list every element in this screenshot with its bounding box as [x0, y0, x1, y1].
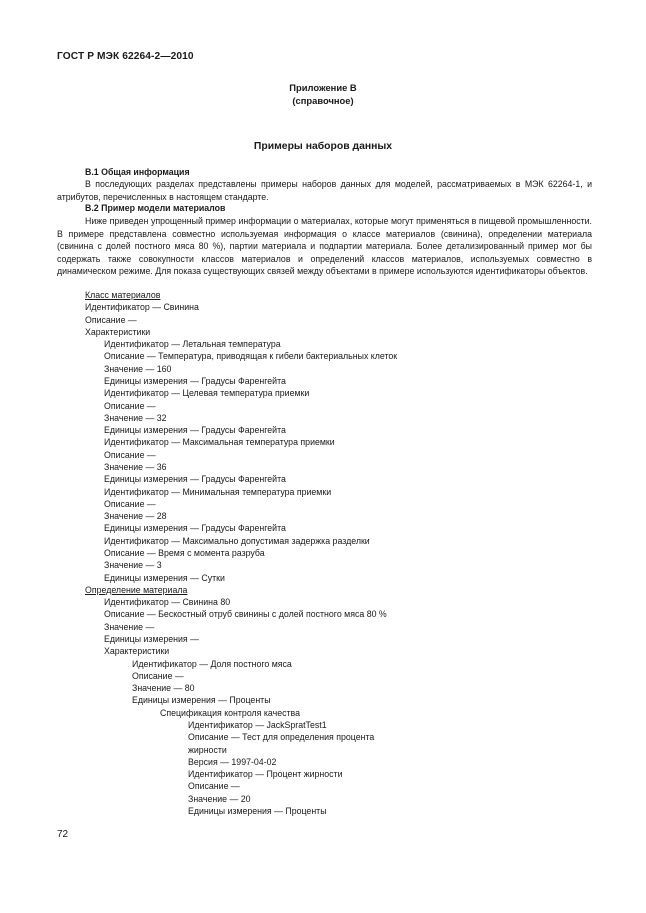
list-item: Идентификатор — Максимальная температура приемки	[104, 437, 335, 447]
list-item: Значение — 28	[104, 511, 167, 521]
appendix-title: Приложение В	[289, 82, 357, 93]
list-item: Значение — 32	[104, 413, 167, 423]
list-item: Класс материалов	[85, 290, 161, 300]
list-item: Единицы измерения — Градусы Фаренгейта	[104, 523, 286, 533]
list-item: Значение — 80	[132, 683, 195, 693]
document-header: ГОСТ Р МЭК 62264-2—2010	[57, 51, 194, 62]
list-item: Единицы измерения — Сутки	[104, 573, 225, 583]
list-item: Описание — Температура, приводящая к гибели бактериальных клеток	[104, 351, 398, 361]
list-item: Единицы измерения — Градусы Фаренгейта	[104, 376, 286, 386]
list-item: Описание — Тест для определения процента	[188, 732, 375, 742]
list-item: Единицы измерения — Градусы Фаренгейта	[104, 474, 286, 484]
list-item: Описание —	[104, 499, 156, 509]
list-item: Единицы измерения —	[104, 634, 199, 644]
list-item: Единицы измерения — Проценты	[132, 695, 271, 705]
list-item: Описание —	[188, 781, 240, 791]
list-item: Значение — 160	[104, 364, 172, 374]
list-item: Идентификатор — Летальная температура	[104, 339, 281, 349]
page-number: 72	[57, 829, 69, 840]
list-item: Идентификатор — Свинина 80	[104, 597, 231, 607]
list-item: Характеристики	[85, 327, 151, 337]
list-item: Значение —	[104, 622, 155, 632]
list-item: Описание — Время с момента разруба	[104, 548, 265, 558]
list-item: Определение материала	[85, 585, 188, 595]
list-item: Значение — 3	[104, 560, 162, 570]
list-item: Идентификатор — JackSpratTest1	[188, 720, 327, 730]
section-1-heading: В.1 Общая информация	[85, 167, 190, 177]
list-item: Версия — 1997-04-02	[188, 757, 277, 767]
list-item: Идентификатор — Максимально допустимая задержка разделки	[104, 536, 370, 546]
list-item: Описание —	[104, 401, 156, 411]
list-item: Единицы измерения — Градусы Фаренгейта	[104, 425, 286, 435]
section-1-text: В последующих разделах представлены примеры наборов данных для моделей, рассматриваемых в МЭК 62264-1, и атрибутов, перечисленных в настоящем стандарте.	[57, 179, 592, 202]
list-item: Идентификатор — Свинина	[85, 302, 199, 312]
list-item: Описание —	[132, 671, 184, 681]
list-item: Описание —	[85, 315, 137, 325]
list-item: Значение — 20	[188, 794, 251, 804]
list-item: Идентификатор — Целевая температура приемки	[104, 388, 310, 398]
list-item: Единицы измерения — Проценты	[188, 806, 327, 816]
list-item: Идентификатор — Минимальная температура приемки	[104, 487, 332, 497]
list-item: Идентификатор — Процент жирности	[188, 769, 343, 779]
document-title: Примеры наборов данных	[253, 141, 393, 152]
list-item: Идентификатор — Доля постного мяса	[132, 659, 292, 669]
list-item: Значение — 36	[104, 462, 167, 472]
list-item: жирности	[188, 745, 227, 755]
appendix-subtitle: (справочное)	[292, 95, 354, 106]
list-item: Описание —	[104, 450, 156, 460]
list-item: Спецификация контроля качества	[160, 708, 300, 718]
list-item: Описание — Бескостный отруб свинины с долей постного мяса 80 %	[104, 609, 387, 619]
section-2-heading: В.2 Пример модели материалов	[85, 203, 226, 213]
section-2-text: Ниже приведен упрощенный пример информации о материалах, которые могут применяться в пищевой промышленности. В примере представлена совместно используемая информация о классе материалов (свинина), определении материала (свинина с долей постного мяса 80 %), партии материала и подпартии материала. Более детализированный пример мог бы содержать также совокупности классов материалов и определений классов материалов, используемых совместно в динамическом режиме. Для показа существующих связей между объектами в примере используются идентификаторы объектов.	[57, 216, 592, 277]
list-item: Характеристики	[104, 646, 170, 656]
